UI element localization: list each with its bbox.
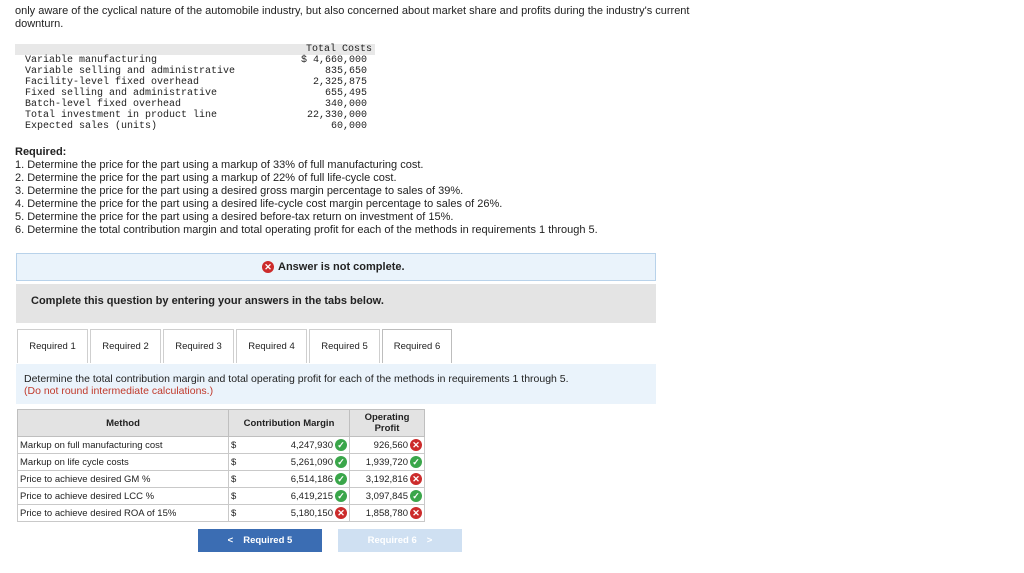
cost-label: Facility-level fixed overhead <box>25 77 200 88</box>
prev-button-label: Required 5 <box>243 535 293 546</box>
cost-row <box>15 110 375 121</box>
op-value: 3,192,816 <box>365 473 408 485</box>
contribution-margin-input[interactable] <box>239 454 350 471</box>
answer-table <box>17 409 425 522</box>
incorrect-icon: ✕ <box>410 473 422 485</box>
tab-required-6[interactable]: Required 6 <box>382 329 452 363</box>
question-main: Determine the total contribution margin and total operating profit for each of the methods in requirements 1 through 5. <box>24 373 569 385</box>
operating-profit-input[interactable] <box>350 454 425 471</box>
check-icon: ✓ <box>335 473 347 485</box>
cm-value: 4,247,930 <box>290 439 333 451</box>
contribution-margin-header: Contribution Margin <box>229 410 350 437</box>
tab-required-3[interactable]: Required 3 <box>163 329 234 363</box>
contribution-margin-input[interactable] <box>239 488 350 505</box>
cost-value: 60,000 <box>330 121 367 132</box>
operating-profit-header <box>350 410 425 437</box>
table-row <box>18 471 425 488</box>
dollar-sign: $ <box>229 471 240 488</box>
op-value: 926,560 <box>373 439 408 451</box>
cost-row <box>15 55 375 66</box>
cost-value: 2,325,875 <box>312 77 367 88</box>
operating-profit-header-line1: Operating <box>364 412 410 423</box>
dollar-sign: $ <box>229 488 240 505</box>
cost-value: 340,000 <box>324 99 367 110</box>
method-header: Method <box>18 410 229 437</box>
cost-label: Batch-level fixed overhead <box>25 99 182 110</box>
cost-header-label: Total Costs <box>305 44 372 55</box>
check-icon: ✓ <box>410 456 422 468</box>
cost-label: Expected sales (units) <box>25 121 158 132</box>
requirements-title: Required: <box>15 146 67 158</box>
check-icon: ✓ <box>335 456 347 468</box>
method-cell: Price to achieve desired GM % <box>18 471 229 488</box>
status-message <box>262 261 405 273</box>
tab-bar <box>17 329 454 364</box>
next-required-button[interactable] <box>338 529 462 552</box>
cost-row <box>15 66 375 77</box>
dollar-sign: $ <box>229 454 240 471</box>
cost-row <box>15 121 375 132</box>
status-text: Answer is not complete. <box>278 261 405 273</box>
check-icon: ✓ <box>335 439 347 451</box>
incorrect-icon: ✕ <box>262 261 274 273</box>
operating-profit-input[interactable] <box>350 471 425 488</box>
contribution-margin-input[interactable] <box>239 471 350 488</box>
cm-value: 6,419,215 <box>290 490 333 502</box>
requirements <box>15 146 598 237</box>
instruction-text: Complete this question by entering your answers in the tabs below. <box>31 295 384 307</box>
incorrect-icon: ✕ <box>335 507 347 519</box>
next-button-label: Required 6 <box>367 535 417 546</box>
tab-required-5[interactable]: Required 5 <box>309 329 380 363</box>
method-cell: Markup on full manufacturing cost <box>18 437 229 454</box>
requirement-item: 2. Determine the price for the part using a markup of 22% of full life-cycle cost. <box>15 172 397 184</box>
cm-value: 5,261,090 <box>290 456 333 468</box>
op-value: 1,939,720 <box>365 456 408 468</box>
operating-profit-input[interactable] <box>350 488 425 505</box>
table-row <box>18 488 425 505</box>
status-banner <box>16 253 656 281</box>
cm-value: 5,180,150 <box>290 507 333 519</box>
check-icon: ✓ <box>335 490 347 502</box>
requirement-item: 5. Determine the price for the part using a desired before-tax return on investment of 15%. <box>15 211 454 223</box>
method-cell: Price to achieve desired LCC % <box>18 488 229 505</box>
requirement-item: 4. Determine the price for the part using a desired life-cycle cost margin percentage to sales of 26%. <box>15 198 503 210</box>
dollar-sign: $ <box>229 437 240 454</box>
incorrect-icon: ✕ <box>410 439 422 451</box>
check-icon: ✓ <box>410 490 422 502</box>
contribution-margin-input[interactable] <box>239 437 350 454</box>
operating-profit-input[interactable] <box>350 505 425 522</box>
cost-label: Fixed selling and administrative <box>25 88 218 99</box>
method-cell: Price to achieve desired ROA of 15% <box>18 505 229 522</box>
cost-label: Variable manufacturing <box>25 55 158 66</box>
cost-value: 655,495 <box>324 88 367 99</box>
cost-label: Variable selling and administrative <box>25 66 236 77</box>
tab-panel-question <box>16 364 656 404</box>
method-cell: Markup on life cycle costs <box>18 454 229 471</box>
question-text <box>24 373 569 397</box>
table-row <box>18 505 425 522</box>
prev-required-button[interactable] <box>198 529 322 552</box>
op-value: 1,858,780 <box>365 507 408 519</box>
cost-value: 22,330,000 <box>306 110 367 121</box>
cm-value: 6,514,186 <box>290 473 333 485</box>
chevron-right-icon: > <box>426 535 433 546</box>
operating-profit-input[interactable] <box>350 437 425 454</box>
tab-required-1[interactable]: Required 1 <box>17 329 88 363</box>
intro-text: only aware of the cyclical nature of the automobile industry, but also concerned about market share and profits during the industry's current downturn. <box>15 5 690 30</box>
chevron-left-icon: < <box>227 535 234 546</box>
dollar-sign: $ <box>229 505 240 522</box>
incorrect-icon: ✕ <box>410 507 422 519</box>
table-row <box>18 437 425 454</box>
table-row <box>18 454 425 471</box>
cost-label: Total investment in product line <box>25 110 218 121</box>
requirement-item: 1. Determine the price for the part using a markup of 33% of full manufacturing cost. <box>15 159 424 171</box>
cost-row <box>15 88 375 99</box>
operating-profit-header-line2: Profit <box>374 423 400 434</box>
cost-value: $ 4,660,000 <box>300 55 367 66</box>
tab-required-4[interactable]: Required 4 <box>236 329 307 363</box>
requirement-item: 3. Determine the price for the part using a desired gross margin percentage to sales of 39%. <box>15 185 464 197</box>
cost-value: 835,650 <box>324 66 367 77</box>
tab-required-2[interactable]: Required 2 <box>90 329 161 363</box>
op-value: 3,097,845 <box>365 490 408 502</box>
cost-row <box>15 99 375 110</box>
cost-row <box>15 77 375 88</box>
question-note: (Do not round intermediate calculations.) <box>24 385 214 397</box>
requirement-item: 6. Determine the total contribution margin and total operating profit for each of the methods in requirements 1 through 5. <box>15 224 598 236</box>
instruction-box <box>16 284 656 323</box>
contribution-margin-input[interactable] <box>239 505 350 522</box>
